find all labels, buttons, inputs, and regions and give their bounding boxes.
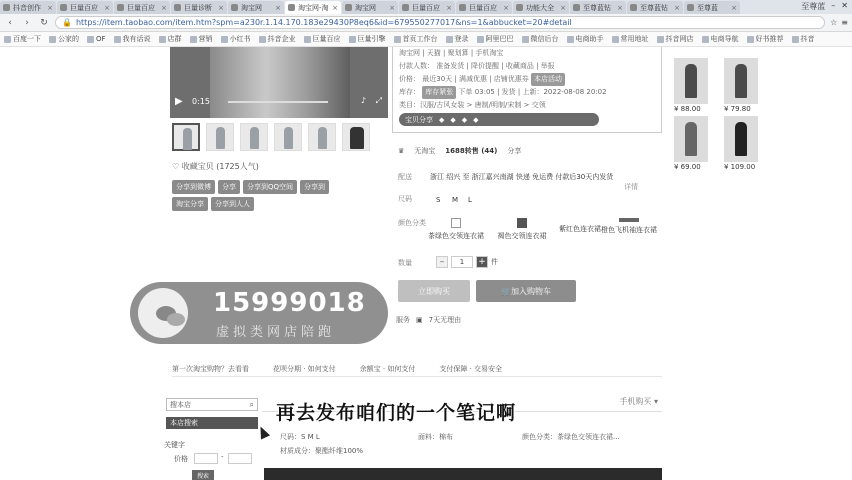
close-tab-icon[interactable]: × [674, 3, 680, 12]
bookmark-item[interactable]: 首页工作台 [394, 34, 438, 44]
browser-tab[interactable]: 巨量百应 × [399, 1, 455, 14]
price-label: 价格 [174, 455, 188, 463]
bookmark-icon [702, 36, 709, 43]
close-tab-icon[interactable]: × [731, 3, 737, 12]
color-option[interactable]: 褐色交领连衣裙 [494, 218, 550, 241]
url-text: https://item.taobao.com/item.htm?spm=a230r.1.14.170.183e29430P8eq6&id=679550277017&ns=1&abbucket=20#detail [75, 18, 572, 27]
close-tab-icon[interactable]: × [446, 3, 452, 12]
share-button[interactable]: 分享到QQ空间 [243, 180, 297, 194]
window-controls [801, 1, 848, 12]
payment-link[interactable]: 花呗分期 · 如何支付 [273, 365, 336, 373]
qq-icon: ◆ [450, 115, 456, 124]
bookmark-icon [612, 36, 619, 43]
favicon-icon [630, 4, 637, 11]
plus-icon[interactable]: + [476, 256, 488, 268]
shop-search-input[interactable]: 搜本店 ⌕ [166, 398, 258, 411]
bookmark-icon [394, 36, 401, 43]
minimize-icon[interactable]: – [831, 1, 836, 10]
ship-label: 配送 [398, 173, 412, 181]
wechat-icon [138, 288, 188, 338]
lock-icon: 🔒 [62, 18, 72, 27]
shop-search-button[interactable]: 搜索 [192, 470, 214, 480]
close-tab-icon[interactable]: × [617, 3, 623, 12]
share-button[interactable]: 分享到 [300, 180, 329, 194]
share-button[interactable]: 分享 [218, 180, 240, 194]
bookmark-icon [259, 36, 266, 43]
bookmark-icon [304, 36, 311, 43]
bookmark-item[interactable]: 微信后台 [522, 34, 559, 44]
bookmark-icon [190, 36, 197, 43]
weibo-icon: ◆ [439, 115, 445, 124]
close-tab-icon[interactable]: × [47, 3, 53, 12]
browser-tab[interactable]: 抖音创作 × [0, 1, 56, 14]
browser-tab[interactable]: 至尊蓝钻 × [627, 1, 683, 14]
browser-tab[interactable]: 功能大全 × [513, 1, 569, 14]
thumbnail[interactable] [342, 123, 370, 151]
mouse-cursor-icon [256, 424, 270, 439]
keyword-label: 关键字 [164, 441, 185, 449]
size-option[interactable]: L [468, 196, 472, 204]
shield-icon: ▣ [416, 316, 423, 324]
close-tab-icon[interactable]: × [275, 3, 281, 12]
thumbnail[interactable] [172, 123, 200, 151]
favicon-icon [288, 4, 295, 11]
detail-row: 价格： 最近30天 | 满减优惠 | 店铺优惠券 本店活动 [399, 73, 655, 86]
browser-tab[interactable]: 至尊蓝钻 × [570, 1, 626, 14]
thumbnail[interactable] [206, 123, 234, 151]
bookmarks-bar [0, 32, 852, 47]
thumbnail-strip [172, 123, 370, 151]
product-video[interactable] [170, 47, 388, 118]
bookmark-icon [567, 36, 574, 43]
thumbnail[interactable] [308, 123, 336, 151]
size-label: 尺码 [398, 195, 412, 203]
browser-tab[interactable]: 巨量百应 × [456, 1, 512, 14]
bookmark-item[interactable]: 好书推荐 [747, 34, 784, 44]
bookmark-icon [49, 36, 56, 43]
add-to-cart-button[interactable]: 🛒 加入购物车 [476, 280, 576, 302]
attribute: 尺码：S M L [280, 433, 320, 441]
bookmark-item[interactable]: 电商导航 [702, 34, 739, 44]
size-option[interactable]: S [436, 196, 441, 204]
menu-icon[interactable]: ≡ [841, 18, 848, 27]
detail-row[interactable]: 类目：汉服/古风女装 > 唐制/明制/宋制 > 交领 [399, 101, 546, 109]
detail-row: 库存： 库存紧张 下单 03:05 | 发货 | 上新：2022-08-08 20:02 [399, 86, 655, 99]
bookmark-item[interactable]: 电商助手 [567, 34, 604, 44]
bookmark-item[interactable]: 抖音 [792, 34, 815, 44]
color-option[interactable]: 茶绿色交领连衣裙 [428, 218, 484, 241]
bookmark-item[interactable]: 巨量百应 [304, 34, 341, 44]
favicon-icon [117, 4, 124, 11]
recommend-item[interactable]: ¥ 109.00 [724, 116, 766, 171]
favicon-icon [345, 4, 352, 11]
product-detail-box [392, 47, 662, 133]
bookmark-item[interactable]: 百度一下 [4, 34, 41, 44]
bookmark-item[interactable]: 店群 [159, 34, 182, 44]
share-button[interactable]: 分享到人人 [211, 197, 254, 211]
search-icon[interactable]: ⌕ [249, 399, 254, 409]
window-title: 至尊蓝 [801, 2, 826, 11]
payment-link[interactable]: 第一次淘宝购物？去看看 [172, 365, 249, 373]
quantity-input[interactable]: 1 [451, 256, 473, 268]
bookmark-icon [657, 36, 664, 43]
play-icon[interactable]: ▶ [175, 96, 183, 107]
close-tab-icon[interactable]: × [161, 3, 167, 12]
product-stats: ♛ 无淘宝 1688转售 (44) 分享 [398, 147, 522, 155]
thumbnail[interactable] [274, 123, 302, 151]
size-option[interactable]: M [452, 196, 459, 204]
bookmark-icon [349, 36, 356, 43]
price-max-input[interactable] [228, 453, 252, 464]
shop-search-label[interactable]: 本店搜索 [166, 417, 258, 429]
favicon-icon [687, 4, 694, 11]
bookmark-item[interactable]: 常用地址 [612, 34, 649, 44]
video-time: 0:15 [192, 97, 210, 106]
favicon-icon [174, 4, 181, 11]
payment-link[interactable]: 余额宝 · 如何支付 [359, 365, 416, 373]
bookmark-item[interactable]: 抖音企业 [259, 34, 296, 44]
video-frame [210, 47, 350, 118]
close-tab-icon[interactable]: × [503, 3, 509, 12]
divider [172, 376, 662, 377]
forward-icon[interactable]: › [25, 17, 29, 28]
color-label: 颜色分类 [398, 219, 426, 227]
color-option[interactable]: 紫红色连衣裙 [559, 225, 601, 233]
bookmark-icon [114, 36, 121, 43]
content-image-strip [264, 468, 662, 480]
back-icon[interactable]: ‹ [8, 17, 12, 28]
ship-more[interactable]: 详情 [624, 183, 638, 191]
close-tab-icon[interactable]: × [218, 3, 224, 12]
bookmark-item[interactable]: 巨量引擎 [349, 34, 386, 44]
bookmark-item[interactable]: OF [87, 35, 106, 43]
favicon-icon [60, 4, 67, 11]
browser-tab[interactable]: 淘宝网-淘 × [285, 1, 341, 14]
close-tab-icon[interactable]: × [104, 3, 110, 12]
heart-icon: ♡ [172, 162, 182, 171]
bookmark-item[interactable]: 我有话说 [114, 34, 151, 44]
wechat-icon: ◆ [461, 115, 468, 124]
bookmark-icon [159, 36, 166, 43]
bookmark-item[interactable]: 营销 [190, 34, 213, 44]
browser-tab[interactable]: 淘宝网 × [228, 1, 284, 14]
qty-label: 数量 [398, 259, 412, 267]
favicon-icon [3, 4, 10, 11]
share-button[interactable]: 分享到微博 [172, 180, 215, 194]
quantity-stepper: – 1 + 件 [436, 256, 498, 268]
recommend-item[interactable]: ¥ 88.00 [674, 58, 716, 113]
video-progress-bar[interactable] [228, 101, 328, 103]
buy-now-button[interactable]: 立即购买 [398, 280, 470, 302]
browser-tab[interactable]: 巨量诊断 × [171, 1, 227, 14]
cart-icon: 🛒 [501, 286, 511, 296]
browser-tab[interactable]: 巨量百应 × [114, 1, 170, 14]
price-min-input[interactable] [194, 453, 218, 464]
bookmark-item[interactable]: 抖音网店 [657, 34, 694, 44]
recommend-item[interactable]: ¥ 69.00 [674, 116, 716, 171]
bookmark-icon [4, 36, 11, 43]
reload-icon[interactable]: ↻ [40, 17, 48, 28]
bookmark-item[interactable]: 小红书 [221, 34, 251, 44]
close-tab-icon[interactable]: × [332, 3, 338, 12]
link-icon: ◆ [473, 115, 479, 124]
bookmark-icon [221, 36, 228, 43]
bookmark-icon [792, 36, 799, 43]
star-icon[interactable]: ☆ [830, 18, 838, 27]
bookmark-icon [477, 36, 484, 43]
favicon-icon [402, 4, 409, 11]
bookmark-icon [522, 36, 529, 43]
store-icon: ♛ [398, 147, 405, 155]
minus-icon[interactable]: – [436, 256, 448, 268]
bookmark-item[interactable]: 公家的 [49, 34, 79, 44]
browser-tab[interactable]: 淘宝网 × [342, 1, 398, 14]
recommend-item[interactable]: ¥ 79.80 [724, 58, 766, 113]
bookmark-icon [87, 36, 94, 43]
watermark-phone: 15999018 [213, 288, 366, 318]
bookmark-item[interactable]: 登录 [446, 34, 469, 44]
share-button[interactable]: 淘宝分享 [172, 197, 208, 211]
fullscreen-icon[interactable]: ⤢ [375, 96, 382, 105]
video-subtitle: 再去发布咱们的一个笔记啊 [276, 402, 517, 424]
stock-tag: 库存紧张 [422, 86, 456, 99]
close-window-icon[interactable]: ✕ [841, 1, 848, 10]
watermark-subtitle: 虚拟类网店陪跑 [216, 325, 336, 340]
browser-tab[interactable]: 至尊蓝 × [684, 1, 740, 14]
address-bar [0, 14, 852, 32]
wechat-watermark [130, 282, 388, 344]
favicon-icon [573, 4, 580, 11]
ship-text[interactable]: 浙江 绍兴 至 浙江嘉兴南湖 快递 免运费 付款后30天内发货 [430, 173, 614, 181]
detail-row: 付款人数： 准备发货 | 降价提醒 | 收藏商品 | 举报 [399, 62, 555, 70]
favicon-icon [231, 4, 238, 11]
bookmark-icon [446, 36, 453, 43]
thumbnail[interactable] [240, 123, 268, 151]
browser-tab[interactable]: 巨量百应 × [57, 1, 113, 14]
mobile-buy-link[interactable]: 手机购买 ▾ [619, 397, 658, 406]
promo-tag[interactable]: 本店活动 [531, 73, 565, 86]
url-input[interactable] [55, 16, 825, 29]
attribute: 面料：棉布 [418, 433, 453, 441]
volume-icon[interactable]: ♪ [360, 96, 366, 105]
favicon-icon [516, 4, 523, 11]
favorite-count[interactable]: ♡ 收藏宝贝 (1725人气) [172, 162, 259, 171]
favicon-icon [459, 4, 466, 11]
share-link[interactable]: 分享 [507, 147, 522, 155]
close-tab-icon[interactable]: × [389, 3, 395, 12]
attribute: 材质成分：聚酯纤维100% [280, 447, 364, 455]
payment-link[interactable]: 支付保障 · 交易安全 [439, 365, 503, 373]
detail-row: 淘宝网 | 天猫 | 聚划算 | 手机淘宝 [399, 49, 504, 57]
share-buttons [172, 180, 348, 211]
browser-tab-bar [0, 0, 852, 14]
attribute: 颜色分类：茶绿色交领连衣裙... [522, 433, 620, 441]
close-tab-icon[interactable]: × [560, 3, 566, 12]
payment-links [172, 364, 532, 374]
share-strip[interactable]: 宝贝分享 ◆ ◆ ◆ ◆ [399, 113, 599, 126]
bookmark-item[interactable]: 阿里巴巴 [477, 34, 514, 44]
service-line: 服务 ▣ 7天无理由 [396, 316, 462, 324]
color-option[interactable]: 橙色飞机袖连衣裙 [594, 218, 664, 235]
bookmark-icon [747, 36, 754, 43]
